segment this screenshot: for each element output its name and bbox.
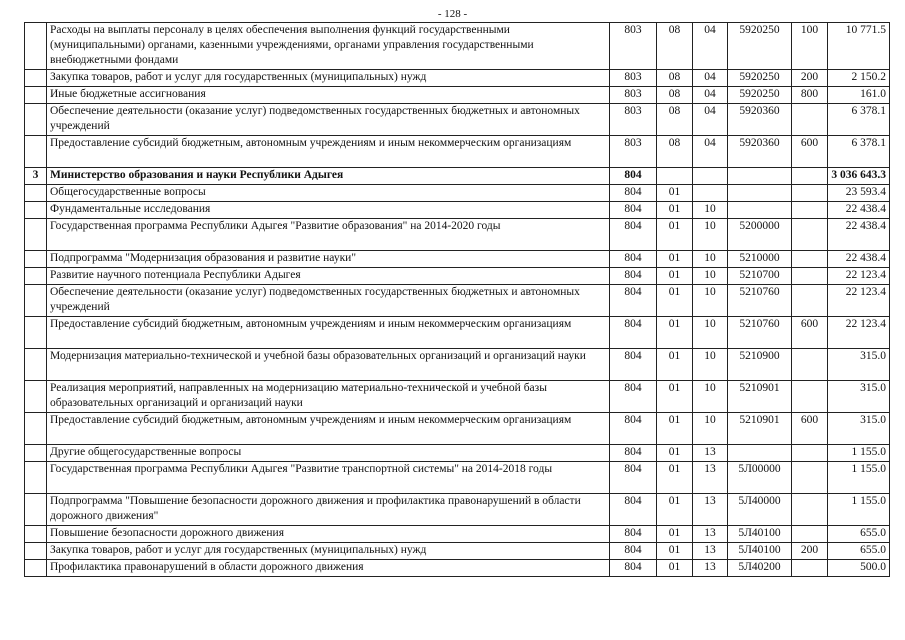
- expense-type-cell: [792, 462, 828, 494]
- row-name-cell: Расходы на выплаты персоналу в целях обеспечения выполнения функций государственными (муниципальными) органами, казенными учреждениями, органами управления государственными внебюджетными фондами: [47, 23, 610, 70]
- budget-table: [24, 22, 890, 577]
- row-name-cell: Предоставление субсидий бюджетным, автономным учреждениям и иным некоммерческим организациям: [47, 317, 610, 349]
- amount-cell: 6 378.1: [828, 136, 890, 168]
- row-index-cell: [25, 349, 47, 381]
- section-code-cell: 01: [657, 560, 693, 577]
- row-name-cell: Государственная программа Республики Адыгея "Развитие транспортной системы" на 2014-2018 годы: [47, 462, 610, 494]
- target-article-cell: 5210000: [728, 251, 792, 268]
- target-article-cell: 5200000: [728, 219, 792, 251]
- expense-type-cell: [792, 185, 828, 202]
- subsection-code-cell: 04: [693, 70, 728, 87]
- ministry-code-cell: 803: [610, 104, 657, 136]
- ministry-code-cell: 804: [610, 219, 657, 251]
- target-article-cell: 5210760: [728, 285, 792, 317]
- table-row: [25, 219, 890, 251]
- section-code-cell: 01: [657, 202, 693, 219]
- ministry-code-cell: 804: [610, 202, 657, 219]
- table-row: [25, 168, 890, 185]
- subsection-code-cell: 10: [693, 349, 728, 381]
- table-row: [25, 185, 890, 202]
- ministry-code-cell: 804: [610, 494, 657, 526]
- table-row: [25, 445, 890, 462]
- table-row: [25, 349, 890, 381]
- row-name-cell: Обеспечение деятельности (оказание услуг) подведомственных государственных бюджетных и автономных учреждений: [47, 285, 610, 317]
- expense-type-cell: [792, 494, 828, 526]
- row-index-cell: [25, 317, 47, 349]
- row-index-cell: [25, 560, 47, 577]
- table-row: [25, 23, 890, 70]
- table-row: [25, 285, 890, 317]
- ministry-code-cell: 804: [610, 381, 657, 413]
- target-article-cell: 5210900: [728, 349, 792, 381]
- table-row: [25, 317, 890, 349]
- subsection-code-cell: 13: [693, 526, 728, 543]
- expense-type-cell: [792, 445, 828, 462]
- row-name-cell: Другие общегосударственные вопросы: [47, 445, 610, 462]
- section-code-cell: 08: [657, 136, 693, 168]
- amount-cell: 22 123.4: [828, 317, 890, 349]
- table-row: [25, 202, 890, 219]
- row-index-cell: [25, 445, 47, 462]
- amount-cell: 2 150.2: [828, 70, 890, 87]
- row-name-cell: Подпрограмма "Повышение безопасности дорожного движения и профилактика правонарушений в области дорожного движения": [47, 494, 610, 526]
- amount-cell: 500.0: [828, 560, 890, 577]
- target-article-cell: 5210760: [728, 317, 792, 349]
- row-name-cell: Модернизация материально-технической и учебной базы образовательных организаций и организаций науки: [47, 349, 610, 381]
- row-name-cell: Министерство образования и науки Республики Адыгея: [47, 168, 610, 185]
- expense-type-cell: 600: [792, 136, 828, 168]
- section-code-cell: 08: [657, 23, 693, 70]
- target-article-cell: 5920360: [728, 136, 792, 168]
- ministry-code-cell: 804: [610, 526, 657, 543]
- subsection-code-cell: 13: [693, 445, 728, 462]
- amount-cell: 315.0: [828, 413, 890, 445]
- ministry-code-cell: 804: [610, 560, 657, 577]
- ministry-code-cell: 804: [610, 168, 657, 185]
- section-code-cell: 08: [657, 70, 693, 87]
- amount-cell: 3 036 643.3: [828, 168, 890, 185]
- amount-cell: 22 123.4: [828, 285, 890, 317]
- page-number: - 128 -: [437, 8, 468, 20]
- target-article-cell: 5210700: [728, 268, 792, 285]
- row-index-cell: [25, 381, 47, 413]
- target-article-cell: 5920250: [728, 70, 792, 87]
- row-index-cell: [25, 136, 47, 168]
- table-row: [25, 543, 890, 560]
- amount-cell: 22 123.4: [828, 268, 890, 285]
- table-row: [25, 413, 890, 445]
- section-code-cell: 01: [657, 219, 693, 251]
- amount-cell: 22 438.4: [828, 202, 890, 219]
- subsection-code-cell: 10: [693, 268, 728, 285]
- ministry-code-cell: 804: [610, 285, 657, 317]
- target-article-cell: 5920250: [728, 87, 792, 104]
- row-index-cell: [25, 413, 47, 445]
- ministry-code-cell: 803: [610, 23, 657, 70]
- target-article-cell: 5Л40200: [728, 560, 792, 577]
- subsection-code-cell: 13: [693, 560, 728, 577]
- row-index-cell: [25, 251, 47, 268]
- row-name-cell: Подпрограмма "Модернизация образования и развитие науки": [47, 251, 610, 268]
- ministry-code-cell: 804: [610, 445, 657, 462]
- subsection-code-cell: 04: [693, 136, 728, 168]
- expense-type-cell: [792, 104, 828, 136]
- amount-cell: 22 438.4: [828, 219, 890, 251]
- amount-cell: 1 155.0: [828, 445, 890, 462]
- ministry-code-cell: 804: [610, 251, 657, 268]
- row-index-cell: [25, 462, 47, 494]
- subsection-code-cell: 13: [693, 543, 728, 560]
- ministry-code-cell: 804: [610, 349, 657, 381]
- target-article-cell: 5Л00000: [728, 462, 792, 494]
- table-row: [25, 87, 890, 104]
- row-name-cell: Предоставление субсидий бюджетным, автономным учреждениям и иным некоммерческим организациям: [47, 136, 610, 168]
- section-code-cell: 08: [657, 104, 693, 136]
- section-code-cell: [657, 168, 693, 185]
- target-article-cell: 5210901: [728, 413, 792, 445]
- amount-cell: 315.0: [828, 349, 890, 381]
- expense-type-cell: [792, 349, 828, 381]
- expense-type-cell: 200: [792, 543, 828, 560]
- expense-type-cell: [792, 381, 828, 413]
- section-code-cell: 01: [657, 185, 693, 202]
- target-article-cell: 5920360: [728, 104, 792, 136]
- subsection-code-cell: 10: [693, 219, 728, 251]
- subsection-code-cell: 04: [693, 87, 728, 104]
- target-article-cell: [728, 445, 792, 462]
- section-code-cell: 01: [657, 285, 693, 317]
- amount-cell: 655.0: [828, 526, 890, 543]
- subsection-code-cell: 04: [693, 23, 728, 70]
- table-row: [25, 70, 890, 87]
- ministry-code-cell: 804: [610, 543, 657, 560]
- row-name-cell: Закупка товаров, работ и услуг для государственных (муниципальных) нужд: [47, 543, 610, 560]
- row-index-cell: [25, 268, 47, 285]
- ministry-code-cell: 803: [610, 136, 657, 168]
- table-row: [25, 462, 890, 494]
- ministry-code-cell: 804: [610, 268, 657, 285]
- expense-type-cell: [792, 219, 828, 251]
- subsection-code-cell: 10: [693, 381, 728, 413]
- row-index-cell: [25, 219, 47, 251]
- target-article-cell: 5Л40100: [728, 526, 792, 543]
- row-name-cell: Закупка товаров, работ и услуг для государственных (муниципальных) нужд: [47, 70, 610, 87]
- subsection-code-cell: [693, 185, 728, 202]
- subsection-code-cell: 13: [693, 494, 728, 526]
- expense-type-cell: 100: [792, 23, 828, 70]
- row-name-cell: Общегосударственные вопросы: [47, 185, 610, 202]
- row-index-cell: [25, 285, 47, 317]
- amount-cell: 1 155.0: [828, 462, 890, 494]
- section-code-cell: 01: [657, 268, 693, 285]
- table-row: [25, 136, 890, 168]
- amount-cell: 23 593.4: [828, 185, 890, 202]
- subsection-code-cell: 10: [693, 413, 728, 445]
- table-row: [25, 381, 890, 413]
- row-name-cell: Обеспечение деятельности (оказание услуг) подведомственных государственных бюджетных и автономных учреждений: [47, 104, 610, 136]
- subsection-code-cell: [693, 168, 728, 185]
- row-name-cell: Развитие научного потенциала Республики Адыгея: [47, 268, 610, 285]
- row-index-cell: [25, 526, 47, 543]
- budget-table-body: [25, 23, 890, 577]
- amount-cell: 1 155.0: [828, 494, 890, 526]
- row-index-cell: [25, 185, 47, 202]
- expense-type-cell: [792, 251, 828, 268]
- row-name-cell: Государственная программа Республики Адыгея "Развитие образования" на 2014-2020 годы: [47, 219, 610, 251]
- expense-type-cell: 800: [792, 87, 828, 104]
- table-row: [25, 494, 890, 526]
- section-code-cell: 01: [657, 317, 693, 349]
- row-name-cell: Иные бюджетные ассигнования: [47, 87, 610, 104]
- subsection-code-cell: 10: [693, 285, 728, 317]
- row-index-cell: 3: [25, 168, 47, 185]
- expense-type-cell: [792, 268, 828, 285]
- subsection-code-cell: 10: [693, 251, 728, 268]
- target-article-cell: 5Л40000: [728, 494, 792, 526]
- ministry-code-cell: 804: [610, 317, 657, 349]
- section-code-cell: 01: [657, 543, 693, 560]
- target-article-cell: 5920250: [728, 23, 792, 70]
- row-index-cell: [25, 543, 47, 560]
- target-article-cell: [728, 185, 792, 202]
- expense-type-cell: [792, 560, 828, 577]
- ministry-code-cell: 804: [610, 413, 657, 445]
- row-index-cell: [25, 23, 47, 70]
- subsection-code-cell: 10: [693, 317, 728, 349]
- target-article-cell: 5210901: [728, 381, 792, 413]
- expense-type-cell: [792, 202, 828, 219]
- target-article-cell: [728, 168, 792, 185]
- table-row: [25, 251, 890, 268]
- amount-cell: 655.0: [828, 543, 890, 560]
- target-article-cell: 5Л40100: [728, 543, 792, 560]
- expense-type-cell: 200: [792, 70, 828, 87]
- amount-cell: 6 378.1: [828, 104, 890, 136]
- subsection-code-cell: 13: [693, 462, 728, 494]
- expense-type-cell: 600: [792, 413, 828, 445]
- row-name-cell: Предоставление субсидий бюджетным, автономным учреждениям и иным некоммерческим организациям: [47, 413, 610, 445]
- section-code-cell: 01: [657, 526, 693, 543]
- table-row: [25, 560, 890, 577]
- amount-cell: 22 438.4: [828, 251, 890, 268]
- row-index-cell: [25, 87, 47, 104]
- section-code-cell: 01: [657, 445, 693, 462]
- section-code-cell: 01: [657, 349, 693, 381]
- table-row: [25, 104, 890, 136]
- section-code-cell: 01: [657, 251, 693, 268]
- row-name-cell: Реализация мероприятий, направленных на модернизацию материально-технической и учебной базы образовательных организаций и организаций науки: [47, 381, 610, 413]
- amount-cell: 161.0: [828, 87, 890, 104]
- expense-type-cell: 600: [792, 317, 828, 349]
- table-row: [25, 268, 890, 285]
- row-name-cell: Профилактика правонарушений в области дорожного движения: [47, 560, 610, 577]
- expense-type-cell: [792, 526, 828, 543]
- amount-cell: 315.0: [828, 381, 890, 413]
- section-code-cell: 08: [657, 87, 693, 104]
- subsection-code-cell: 10: [693, 202, 728, 219]
- ministry-code-cell: 804: [610, 185, 657, 202]
- subsection-code-cell: 04: [693, 104, 728, 136]
- expense-type-cell: [792, 285, 828, 317]
- row-name-cell: Повышение безопасности дорожного движения: [47, 526, 610, 543]
- table-row: [25, 526, 890, 543]
- target-article-cell: [728, 202, 792, 219]
- row-index-cell: [25, 494, 47, 526]
- expense-type-cell: [792, 168, 828, 185]
- section-code-cell: 01: [657, 413, 693, 445]
- row-index-cell: [25, 104, 47, 136]
- ministry-code-cell: 803: [610, 87, 657, 104]
- section-code-cell: 01: [657, 462, 693, 494]
- row-index-cell: [25, 70, 47, 87]
- section-code-cell: 01: [657, 494, 693, 526]
- row-name-cell: Фундаментальные исследования: [47, 202, 610, 219]
- section-code-cell: 01: [657, 381, 693, 413]
- ministry-code-cell: 804: [610, 462, 657, 494]
- ministry-code-cell: 803: [610, 70, 657, 87]
- row-index-cell: [25, 202, 47, 219]
- amount-cell: 10 771.5: [828, 23, 890, 70]
